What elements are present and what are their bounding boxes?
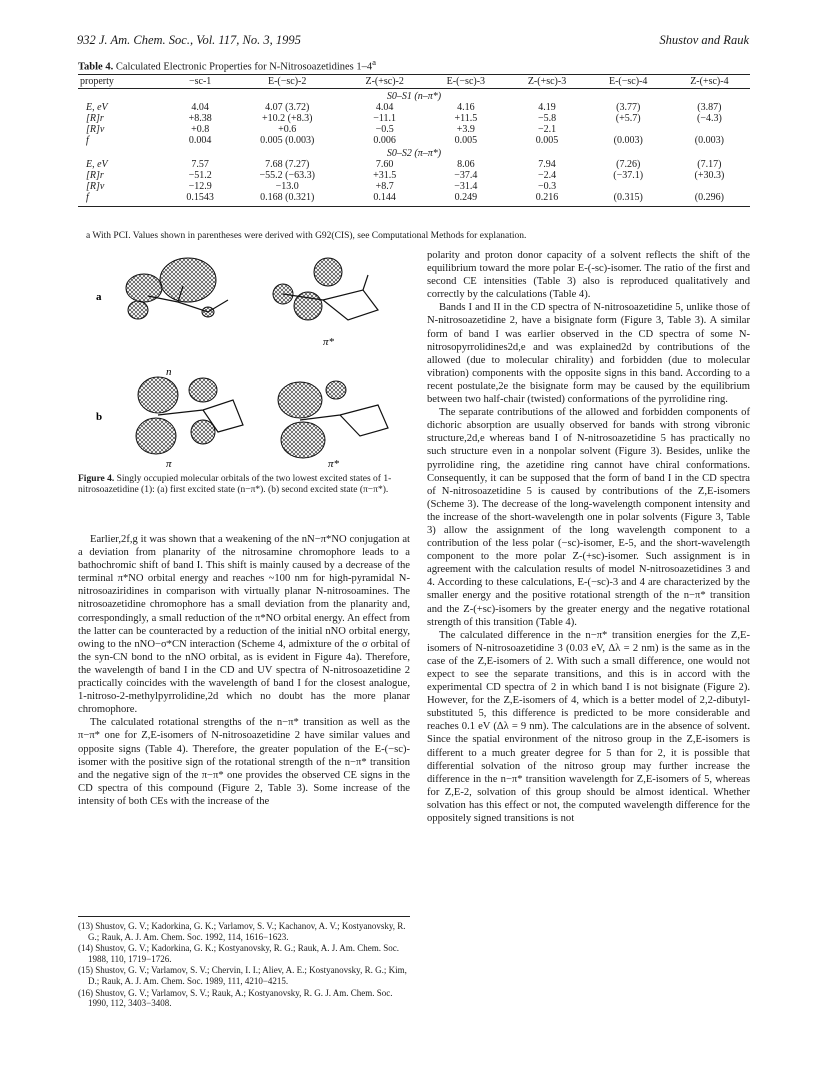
table-header-cell: −sc-1 — [170, 75, 230, 89]
table-cell: 4.07 (3.72) — [265, 102, 310, 113]
table-cell: [R]r — [86, 170, 104, 181]
table-caption-sup: a — [372, 57, 377, 67]
table-cell — [588, 124, 669, 135]
table-cell: +3.9 — [456, 124, 475, 135]
table-section-row — [78, 146, 750, 159]
table-header-cell: E-(−sc)-4 — [588, 75, 669, 89]
table-cell: −37.4 — [454, 170, 478, 181]
table-header-row — [78, 75, 750, 89]
orbital-label-pi: π — [166, 458, 172, 470]
table-cell: 0.1543 — [170, 192, 230, 207]
table-header-cell: Z-(+sc)-3 — [506, 75, 587, 89]
table-cell: 0.216 — [506, 192, 587, 207]
orbital-n — [126, 258, 228, 319]
orbital-pi-star-a — [273, 258, 378, 320]
table-cell: −55.2 (−63.3) — [259, 170, 315, 181]
table-cell: −31.4 — [454, 181, 478, 192]
table-row — [78, 192, 750, 207]
orbital-label-pi-star-b: π* — [328, 458, 340, 470]
paragraph: polarity and proton donor capacity of a solvent reflects the shift of the equilibrium toward the more polar E-(-sc)-isomer. The ratio of the first and second CE intensities (Table 3) also is reproduced qualitatively and correctly by the calculations (Table 4). — [427, 250, 750, 301]
table-cell: E, eV — [86, 159, 108, 170]
reference-item: (14) Shustov, G. V.; Kadorkina, G. K.; Kostyanovsky, R. G.; Rauk, A. J. Am. Chem. Soc. 1988, 110, 1719−1726. — [78, 943, 400, 964]
table-cell: [R]r — [86, 113, 104, 124]
table-cell: (7.17) — [697, 159, 722, 170]
running-header-authors: Shustov and Rauk — [659, 33, 749, 47]
table-footnote: a With PCI. Values shown in parentheses were derived with G92(CIS), see Computational Methods for explanation. — [86, 231, 527, 241]
table-cell: (7.26) — [616, 159, 641, 170]
table-row — [78, 181, 750, 192]
electronic-properties-table — [78, 74, 750, 207]
table-header-cell: Z-(+sc)-4 — [669, 75, 750, 89]
table-row — [78, 113, 750, 124]
figure-caption — [78, 474, 410, 496]
table-cell: (+30.3) — [694, 170, 725, 181]
table-cell: −5.8 — [537, 113, 557, 124]
table-cell: 8.06 — [457, 159, 475, 170]
paragraph: The calculated difference in the n−π* transition energies for the Z,E-isomers of N-nitrosoazetidine 3 (0.03 eV, Δλ = 2 nm) is the same as in the case of the Z,E-isomers of 2. With such a small difference, one would not expect to see the separate transitions, and this is in accord with the experimental CD spectra of 2 in which band I is not bisignate (Figure 2). However, for the Z,E-isomers of 4, which is a better model of 2,2-dibutyl-substituted 5, this difference is predicted to be more considerable and reaches 0.1 eV (Δλ = 9 nm). The calculations are in the absence of solvent. Since the spatial environment of the nitroso group in the Z,E-isomers is different to a much greater degree for 5 than for 2, it is possible that differential solvation of the nitroso group may further increase the difference in the n−π* transition wavelength for Z,E-isomers of 5, whereas for Z,E-2, solvation of this group should be almost identical. Whether solvation has this effect or not, the computed wavelength difference for the oppositely signed transitions is not — [427, 629, 750, 825]
table-section-label: S0–S2 (π–π*) — [386, 148, 442, 159]
table-cell: (0.003) — [694, 135, 724, 146]
table-cell: 0.005 — [454, 135, 478, 146]
table-cell: [R]v — [86, 124, 105, 135]
table-row — [78, 124, 750, 135]
table-row — [78, 159, 750, 170]
table-cell: −12.9 — [188, 181, 212, 192]
table-caption-label: Table 4. — [78, 61, 114, 73]
figure-caption-text: Singly occupied molecular orbitals of the two lowest excited states of 1-nitrosoazetidine (1): (a) first excited state (n−π*). (b) second excited state (π−π*). — [78, 474, 392, 495]
table-cell: 7.57 — [191, 159, 209, 170]
orbital-label-pi-star-a: π* — [323, 336, 335, 348]
panel-label-b: b — [96, 411, 103, 423]
table-cell: 0.004 — [188, 135, 212, 146]
orbital-pi-star-b — [278, 381, 388, 458]
table-cell: 0.249 — [425, 192, 506, 207]
table-cell: (0.296) — [669, 192, 750, 207]
table-cell: (0.003) — [613, 135, 643, 146]
table-cell — [669, 181, 750, 192]
table-header-cell: E-(−sc)-2 — [230, 75, 344, 89]
table-header-cell: property — [78, 75, 170, 89]
table-cell: 4.19 — [538, 102, 556, 113]
table-cell: +31.5 — [373, 170, 397, 181]
table-section-row — [78, 89, 750, 103]
table-cell: +10.2 (+8.3) — [261, 113, 313, 124]
paragraph: Bands I and II in the CD spectra of N-nitrosoazetidine 5, unlike those of N-nitrosoazetidine 2, have a bisignate form (Figure 3, Table 3). A similar form of band I was earlier observed in the CD spectra of some N-nitrosopyrrolidines2d,e and was explained2d by contributions of the allowed (due to molecular chirality) and forbidden (due to molecular vibration) components with the opposite signs in this band. According to a recent postulate,2e the bisignate form may be caused by the equilibrium between two half-chair (twisted) conformations of the pyrrolidine ring. — [427, 302, 750, 406]
table-cell: [R]v — [86, 181, 105, 192]
table-cell: 4.04 — [191, 102, 209, 113]
table-section-label: S0–S1 (n–π*) — [386, 91, 442, 102]
table-cell: −2.4 — [537, 170, 557, 181]
table-cell: 0.006 — [373, 135, 396, 146]
orbital-label-n: n — [166, 366, 172, 378]
table-header-cell: Z-(+sc)-2 — [344, 75, 425, 89]
reference-item: (15) Shustov, G. V.; Varlamov, S. V.; Chervin, I. I.; Aliev, A. E.; Kostyanovsky, R. G.; Kim, D.; Rauk, A. J. Am. Chem. Soc. 1989, 111, 4210−4215. — [78, 965, 407, 986]
table-row — [78, 170, 750, 181]
table-cell: +11.5 — [454, 113, 478, 124]
table-cell — [588, 181, 669, 192]
table-cell: +0.8 — [191, 124, 210, 135]
table-cell: (−4.3) — [696, 113, 722, 124]
table-cell: 7.94 — [538, 159, 556, 170]
orbital-pi — [136, 377, 243, 454]
table-row — [78, 102, 750, 113]
paragraph: The calculated rotational strengths of the n−π* transition as well as the π−π* one for Z,E-isomers of N-nitrosoazetidine 2 have similar values and opposite signs (Table 4). Therefore, the greater population of the E-(−sc)-isomer with the positive sign of the rotational strength of the n−π* transition and the negative sign of the π−π* one provides the observed CE signs in the CD spectra of this compound (Figure 2, Table 3). Some increase of the intensity of both CEs with the increase of the — [78, 717, 410, 807]
table-cell: 4.16 — [457, 102, 475, 113]
table-cell: +8.38 — [188, 113, 212, 124]
table-cell: −0.3 — [537, 181, 557, 192]
table-cell: +0.6 — [278, 124, 297, 135]
table-cell: −0.5 — [375, 124, 394, 135]
right-column-text — [427, 249, 750, 825]
table-cell: 7.68 (7.27) — [265, 159, 310, 170]
table-cell: 0.005 (0.003) — [260, 135, 315, 146]
reference-item: (13) Shustov, G. V.; Kadorkina, G. K.; Varlamov, S. V.; Kachanov, A. V.; Kostyanovsky, R. G.; Rauk, A. J. Am. Chem. Soc. 1992, 114, 1616−1623. — [78, 921, 406, 942]
running-header-journal: 932 J. Am. Chem. Soc., Vol. 117, No. 3, 1995 — [77, 33, 301, 47]
table-cell: +8.7 — [375, 181, 394, 192]
panel-label-a: a — [96, 291, 102, 303]
table-cell: −51.2 — [188, 170, 212, 181]
orbital-drawings — [78, 250, 410, 472]
table-cell: (−37.1) — [613, 170, 644, 181]
table-cell: 7.60 — [375, 159, 394, 170]
reference-item: (16) Shustov, G. V.; Varlamov, S. V.; Rauk, A.; Kostyanovsky, R. G. J. Am. Chem. Soc. 1990, 112, 3403−3408. — [78, 987, 393, 1009]
table-cell: (3.77) — [616, 102, 641, 113]
table-cell: 0.005 — [535, 135, 559, 146]
table-cell: −2.1 — [537, 124, 557, 135]
paragraph: The separate contributions of the allowed and forbidden components of dichoric absorption are usually observed for bands with strong vibronic structure,2d,e whereas band I of N-nitrosoazetidine 5 has practically no such structure even in a nonpolar solvent (Figure 3). Besides, unlike the pyrrolidine ring, the azetidine ring cannot have chiral conformations. Consequently, it can be supposed that the form of band I in the CD spectra of N-nitrosoazetidine 5 is caused by contributions of the Z,E-isomers (Scheme 3). The decrease of the long-wavelength component intensity and the increase of the short-wavelength one in polar solvents (Figure 3, Table 3) allow the assignment of the long wavelength component to a contribution of the less polar (−sc)-isomer, E-5, and the short-wavelength component to the more polar Z-(+sc)-isomer. Such assignment is in agreement with the calculation results of model N-nitrosoazetidines 3 and 4. According to these calculations, E-(−sc)-3 and 4 are characterized by the smaller energy and the positive rotational strength of the n−π* transition and the Z-(+sc)-isomers by the greater energy and the negative rotational strength of this transition (Table 4). — [427, 407, 750, 628]
table-cell: 4.04 — [375, 102, 394, 113]
table-header-cell: E-(−sc)-3 — [425, 75, 506, 89]
table-cell: −13.0 — [275, 181, 299, 192]
table-cell: (+5.7) — [615, 113, 641, 124]
table-row — [78, 135, 750, 146]
table-cell — [669, 124, 750, 135]
figure-caption-label: Figure 4. — [78, 474, 115, 484]
figure-4 — [78, 250, 410, 472]
table-cell: 0.168 (0.321) — [230, 192, 344, 207]
left-column-text — [78, 533, 410, 808]
table-caption-text: Calculated Electronic Properties for N-Nitrosoazetidines 1–4 — [115, 61, 373, 73]
references — [78, 916, 410, 1010]
table-cell: −11.1 — [373, 113, 397, 124]
table-cell: (3.87) — [697, 102, 722, 113]
table-cell: f — [78, 192, 170, 207]
paragraph: Earlier,2f,g it was shown that a weakening of the nN−π*NO conjugation at a deviation from planarity of the nitrosamine chromophore leads to a bathochromic shift of band I. This shift is mainly caused by a decrease of the terminal π*NO orbital energy and reaches ~100 nm for high-pyramidal N-nitrosoaziridines in comparison with virtually planar N-nitrosoamines. The nitrosoazetidine chromophore has a small deviation from the planarity and, correspondingly, a small reduction of the π*NO orbital energy. An effect from the latter can be counteracted by a reduction of the initial nNO orbital energy, owing to the nNO−σ*CN interaction (Scheme 4, admixture of the σ orbital of the syn-CN bond to the nNO orbital, as is evident in Figure 4a). Therefore, the wavelength of band I in the CD and UV spectra of N-nitrosoazetidine 2 practically coincides with the wavelength of band I for the closest analogue, 1-nitroso-2-methylpyrrolidine,2d which no doubt has the more planar chromophore. — [78, 534, 410, 716]
table-cell: 0.144 — [344, 192, 425, 207]
table-cell: E, eV — [86, 102, 108, 113]
table-caption — [78, 57, 376, 73]
table-cell: f — [86, 135, 89, 146]
table-cell: (0.315) — [588, 192, 669, 207]
